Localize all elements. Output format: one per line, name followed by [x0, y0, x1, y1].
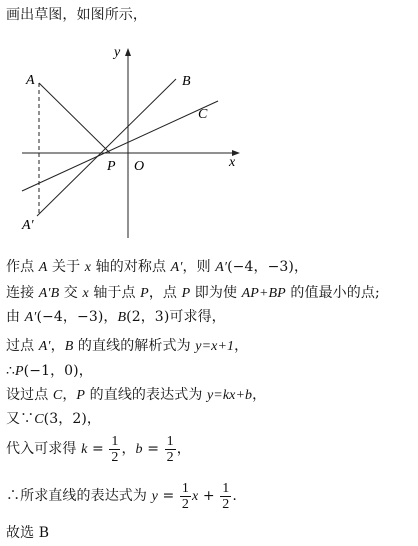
line-c-coords: 又∵C(3，2)， — [6, 411, 101, 427]
label-c: C — [198, 107, 208, 122]
fraction-b: $\frac{1}{2}$ — [166, 433, 174, 465]
line-reflect: 作点 A 关于 x 轴的对称点 A′，则 A′(−4，−3)， — [6, 259, 309, 275]
line-ab-equation: 过点 A′，B 的直线的解析式为 y=x+1， — [6, 338, 249, 354]
segment-ap — [39, 83, 110, 153]
answer-text: 故选 B — [6, 525, 50, 541]
label-p: P — [107, 159, 116, 174]
line-result: ∴所求直线的表达式为 y = $\frac{1}{2}$ x + $\frac{1}{2}$ . — [6, 480, 237, 512]
line-a-prime-b — [37, 79, 176, 216]
y-axis-arrow-icon — [125, 48, 131, 56]
label-b: B — [182, 74, 191, 89]
label-x: x — [229, 155, 236, 170]
label-a: A — [26, 73, 35, 88]
line-connect: 连接 A′B 交 x 轴于点 P，点 P 即为使 AP+BP 的值最小的点; — [6, 285, 380, 301]
line-pc — [22, 101, 218, 191]
line-from-points: 由 A′(−4，−3)，B(2，3)可求得， — [6, 309, 226, 325]
fraction-slope: $\frac{1}{2}$ — [181, 480, 189, 512]
intro-text: 画出草图，如图所示， — [6, 7, 147, 23]
label-a-prime: A′ — [22, 218, 34, 233]
coordinate-figure — [0, 0, 418, 245]
label-origin: O — [134, 159, 145, 174]
line-solve-kb: 代入可求得 k = $\frac{1}{2}$ ，b = $\frac{1}{2}$ ， — [6, 433, 191, 465]
fraction-k: $\frac{1}{2}$ — [111, 433, 119, 465]
label-y: y — [114, 45, 121, 60]
line-cp-setup: 设过点 C，P 的直线的表达式为 y=kx+b， — [6, 387, 267, 403]
line-p-coords: ∴P(−1，0)， — [6, 363, 93, 379]
fraction-intercept: $\frac{1}{2}$ — [222, 480, 230, 512]
